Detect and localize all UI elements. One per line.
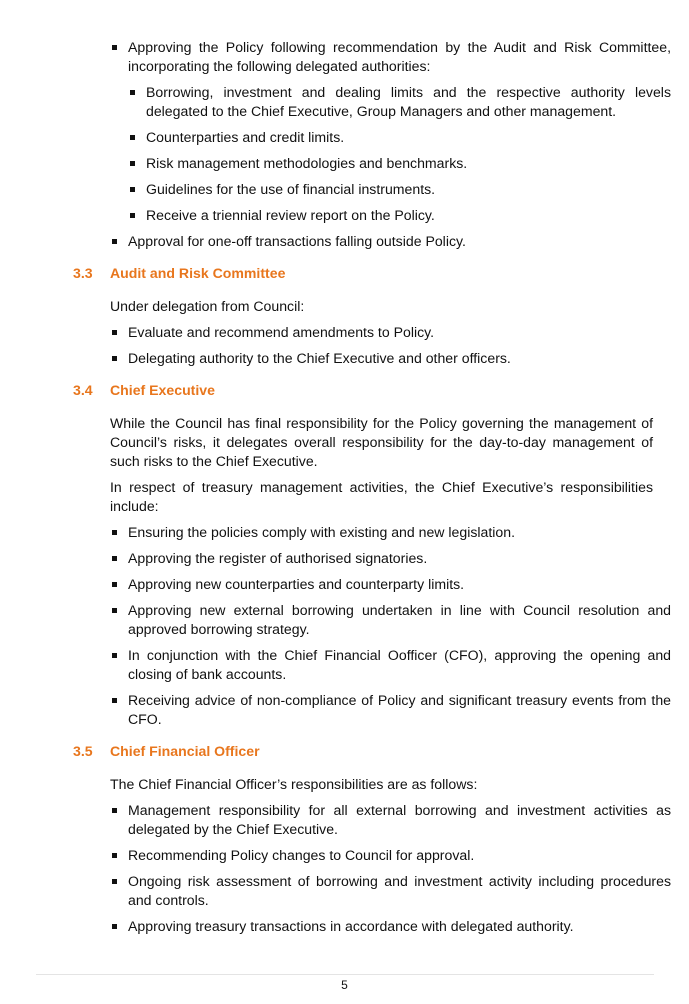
- list-item: Approving treasury transactions in accordance with delegated authority.: [110, 917, 671, 936]
- list-item: Approval for one-off transactions falling outside Policy.: [110, 232, 671, 251]
- audit-risk-list: [0, 323, 689, 368]
- page-number: 5: [341, 978, 348, 992]
- list-item: Evaluate and recommend amendments to Policy.: [110, 323, 671, 342]
- list-item: Borrowing, investment and dealing limits and the respective authority levels delegated to the Chief Executive, Group Managers and other management.: [128, 83, 671, 121]
- paragraph: The Chief Financial Officer’s responsibilities are as follows:: [110, 776, 478, 792]
- section-number: 3.3: [73, 265, 93, 281]
- list-item: In conjunction with the Chief Financial Oofficer (CFO), approving the opening and closing of bank accounts.: [110, 646, 671, 684]
- delegated-authorities-container: [0, 83, 689, 225]
- list-item: Receiving advice of non-compliance of Policy and significant treasury events from the CFO.: [110, 691, 671, 729]
- list-item: Ongoing risk assessment of borrowing and investment activity including procedures and controls.: [110, 872, 671, 910]
- list-item: Delegating authority to the Chief Executive and other officers.: [110, 349, 671, 368]
- list-item: Approving new external borrowing undertaken in line with Council resolution and approved borrowing strategy.: [110, 601, 671, 639]
- list-item: Ensuring the policies comply with existing and new legislation.: [110, 523, 671, 542]
- section-title: Chief Executive: [110, 382, 215, 398]
- list-item: Guidelines for the use of financial instruments.: [128, 180, 671, 199]
- footer-divider: [36, 974, 654, 975]
- chief-executive-list: [0, 523, 689, 729]
- section-heading-chief-executive: [0, 381, 689, 400]
- list-item: Risk management methodologies and benchmarks.: [128, 154, 671, 173]
- section-title: Chief Financial Officer: [110, 743, 260, 759]
- list-item: Approving the Policy following recommendation by the Audit and Risk Committee, incorporating the following delegated authorities:: [110, 38, 671, 76]
- paragraph: While the Council has final responsibility for the Policy governing the management of Council’s risks, it delegates overall responsibility for the day-to-day management of such risks to the Chief Executive.: [110, 415, 653, 469]
- list-item: Receive a triennial review report on the Policy.: [128, 206, 671, 225]
- list-item: Approving new counterparties and counterparty limits.: [110, 575, 671, 594]
- list-item: Recommending Policy changes to Council for approval.: [110, 846, 671, 865]
- paragraph: Under delegation from Council:: [110, 298, 305, 314]
- section-heading-cfo: [0, 742, 689, 761]
- section-heading-audit-risk: [0, 264, 689, 283]
- list-item: Approving the register of authorised signatories.: [110, 549, 671, 568]
- section-number: 3.5: [73, 743, 93, 759]
- list-item: Counterparties and credit limits.: [128, 128, 671, 147]
- delegated-authorities-list: [0, 83, 689, 225]
- council-responsibilities-list: [0, 38, 689, 251]
- cfo-list: [0, 801, 689, 936]
- section-title: Audit and Risk Committee: [110, 265, 286, 281]
- list-item: Management responsibility for all external borrowing and investment activities as delegated by the Chief Executive.: [110, 801, 671, 839]
- paragraph: In respect of treasury management activities, the Chief Executive’s responsibilities include:: [110, 479, 653, 514]
- section-number: 3.4: [73, 382, 93, 398]
